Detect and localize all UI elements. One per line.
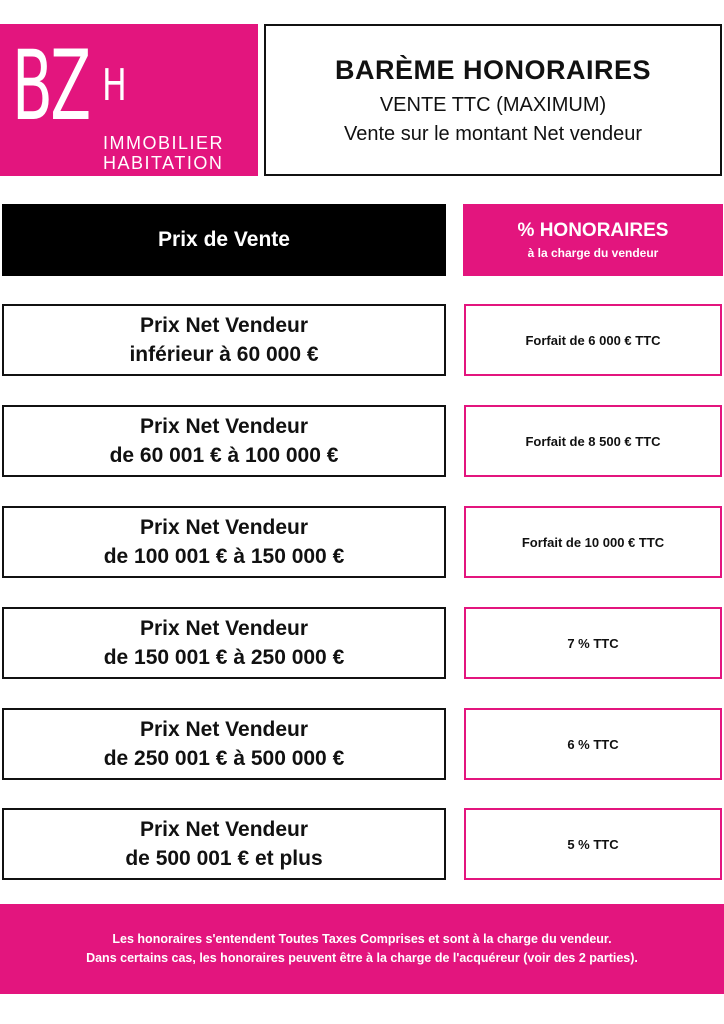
row-label: Prix Net Vendeur <box>139 817 309 841</box>
footer-line-2: Dans certains cas, les honoraires peuvent être à la charge de l'acquéreur (voir des 2 parties). <box>86 951 638 965</box>
row-range: de 100 001 € à 150 000 € <box>103 545 345 568</box>
table-row-fee: Forfait de 6 000 € TTC <box>464 304 722 376</box>
footer-line-1: Les honoraires s'entendent Toutes Taxes Comprises et sont à la charge du vendeur. <box>112 932 612 947</box>
logo-immobilier: IMMOBILIER <box>103 133 225 153</box>
header-fees-title: % HONORAIRES <box>517 220 669 241</box>
row-label: Prix Net Vendeur <box>139 414 309 438</box>
table-row-price <box>2 808 446 880</box>
row-range: inférieur à 60 000 € <box>129 343 319 366</box>
title-box <box>264 24 722 176</box>
footer-note <box>0 904 724 994</box>
page-subtitle: VENTE TTC (MAXIMUM) <box>379 93 607 116</box>
logo <box>0 24 258 176</box>
row-range: de 150 001 € à 250 000 € <box>103 646 345 669</box>
row-label: Prix Net Vendeur <box>139 313 309 337</box>
header-price: Prix de Vente <box>2 204 446 276</box>
table-row-price <box>2 405 446 477</box>
page-subtitle-2: Vente sur le montant Net vendeur <box>344 122 642 145</box>
logo-bz: BZ <box>12 30 89 142</box>
table-row-fee: Forfait de 10 000 € TTC <box>464 506 722 578</box>
table-row-fee: 5 % TTC <box>464 808 722 880</box>
table-row-price <box>2 506 446 578</box>
table-row-fee: 7 % TTC <box>464 607 722 679</box>
row-label: Prix Net Vendeur <box>139 616 309 640</box>
page-title: BARÈME HONORAIRES <box>334 54 652 85</box>
row-range: de 500 001 € et plus <box>125 847 323 870</box>
row-range: de 60 001 € à 100 000 € <box>109 444 339 467</box>
logo-h: H <box>102 60 127 111</box>
row-range: de 250 001 € à 500 000 € <box>103 747 345 770</box>
table-row-price <box>2 708 446 780</box>
row-label: Prix Net Vendeur <box>139 717 309 741</box>
table-row-fee: Forfait de 8 500 € TTC <box>464 405 722 477</box>
logo-habitation: HABITATION <box>103 153 224 173</box>
table-row-price <box>2 607 446 679</box>
header-fees-subtitle: à la charge du vendeur <box>527 246 659 260</box>
table-row-fee: 6 % TTC <box>464 708 722 780</box>
row-label: Prix Net Vendeur <box>139 515 309 539</box>
table-row-price <box>2 304 446 376</box>
header-fees <box>463 204 723 276</box>
